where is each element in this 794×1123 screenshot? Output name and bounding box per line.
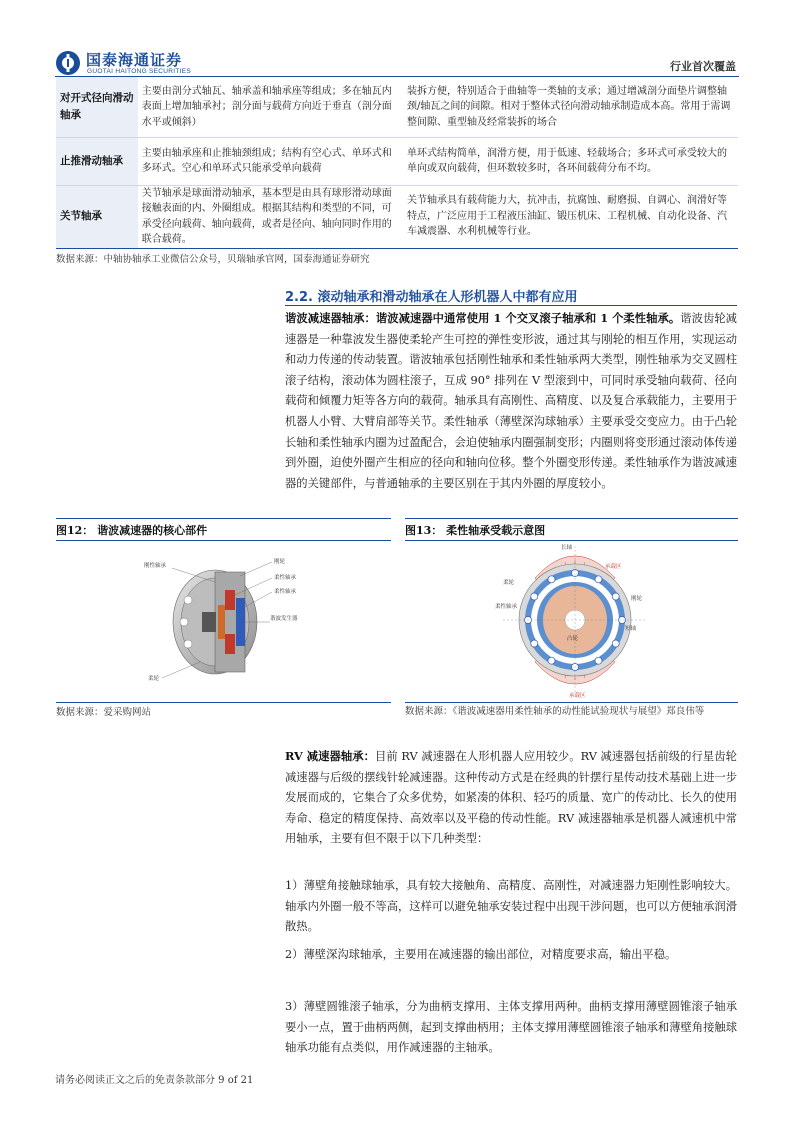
figure-13-title: 图13： 柔性轴承受载示意图 xyxy=(405,524,546,537)
label-circular-spline: 刚轮 xyxy=(274,559,286,565)
label-flexspline: 柔轮 xyxy=(503,580,515,586)
figure-divider xyxy=(56,518,391,519)
label-flex-bearing: 柔性轴承 xyxy=(274,575,297,581)
label-flex-bearing: 柔性轴承 xyxy=(495,604,518,610)
paragraph-harmonic xyxy=(285,308,737,494)
figure-divider xyxy=(405,518,738,519)
table-cell: 关节轴承具有载荷能力大，抗冲击，抗腐蚀、耐磨损、自调心、润滑好等特点，广泛应用于工程液压油缸、锻压机床、工程机械、自动化设备、汽车减震器、水利机械等行业。 xyxy=(403,185,738,248)
figure-12-title: 图12： 谐波减速器的核心部件 xyxy=(56,524,208,537)
figure-divider xyxy=(56,702,391,703)
table-cell: 单环式结构简单，润滑方便，用于低速、轻载场合；多环式可承受较大的单向或双向载荷，但环数较多时，各环间载荷分布不均。 xyxy=(403,137,738,185)
section-title: 2.2. 滚动轴承和滑动轴承在人形机器人中都有应用 xyxy=(285,290,578,305)
paragraph-body: 目前 RV 减速器在人形机器人应用较少。RV 减速器包括前级的行星齿轮减速器与后级的摆线针轮减速器。这种传动方式是在经典的针摆行星传动技术基础上进一步发展而成的，它集合了众多优势，如紧凑的体积、轻巧的质量、宽广的传动比、长久的使用寿命、稳定的精度保持、高效率以及平稳的传动性能。RV 减速器轴承是机器人减速机中常用轴承，主要有但不限于以下几种类型： xyxy=(285,750,737,846)
label-rigid-circle: 刚轮 xyxy=(631,596,643,602)
list-item: 3）薄壁圆锥滚子轴承，分为曲柄支撑用、主体支撑用两种。曲柄支撑用薄壁圆锥滚子轴承要小一点，置于曲柄两侧，起到支撑曲柄用；主体支撑用薄壁圆锥滚子轴承和薄壁角接触球轴承功能有点类似，用作减速器的主轴承。 xyxy=(285,1000,737,1055)
table-cell: 主要由剖分式轴瓦、轴承盖和轴承座等组成；多在轴瓦内表面上增加轴承衬；剖分面与载荷方向近于垂直（剖分面水平或倾斜） xyxy=(138,77,403,137)
figure-divider xyxy=(405,702,738,703)
paragraph-lead: 谐波减速器轴承：谐波减速器中通常使用 1 个交叉滚子轴承和 1 个柔性轴承。 xyxy=(285,311,681,325)
label-rigid-bearing: 刚性轴承 xyxy=(144,563,167,569)
table-cell: 装拆方便，特别适合于曲轴等一类轴的支承；通过增减剖分面垫片调整轴颈/轴瓦之间的间隙。相对于整体式径向滑动轴承制造成本高。常用于需调整间隙、重型轴及经常装拆的场合 xyxy=(403,77,738,137)
table-cell-name: 止推滑动轴承 xyxy=(56,137,138,185)
label-load-zone-top: 承载区 xyxy=(605,564,622,570)
figure-divider xyxy=(56,540,391,541)
label-flex-wheel: 柔轮 xyxy=(148,676,160,682)
harmonic-reducer-figure xyxy=(140,550,310,690)
logo-name-en: GUOTAI HAITONG SECURITIES xyxy=(87,68,192,75)
label-wave-generator: 谐波发生器 xyxy=(270,616,298,622)
paragraph-body: 谐波齿轮减速器是一种靠波发生器使柔轮产生可控的弹性变形波，通过其与刚轮的相互作用，实现运动和动力传递的传动装置。谐波轴承包括刚性轴承和柔性轴承两大类型，刚性轴承为交叉圆柱滚子结构，滚动体为圆柱滚子，互成 90° 排列在 V 型滚到中，可同时承受轴向载荷、径向载荷和倾覆力矩等各方向的载荷。轴承具有高刚性、高精度、以及复合承载能力，主要用于机器人小臂、大臂肩部等关节。柔性轴承（薄壁深沟球轴承）主要承受交变应力。由于凸轮长轴和柔性轴承内圈为过盈配合，会迫使轴承内圈强制变形；内圈则将变形通过滚动体传递到外圈，迫使外圈产生相应的径向和轴向位移。整个外圈变形传递。柔性轴承作为谐波减速器的关键部件，与普通轴承的主要区别在于其内外圈的厚度较小。 xyxy=(285,312,737,490)
page-footer: 请务必阅读正文之后的免责条款部分 9 of 21 xyxy=(55,1075,254,1086)
section-divider xyxy=(285,305,737,306)
label-flexspline: 柔性轴承 xyxy=(274,589,297,595)
paragraph-lead: RV 减速器轴承： xyxy=(285,749,376,763)
label-long-axis: 长轴 xyxy=(561,545,573,551)
label-load-zone-bottom: 承载区 xyxy=(569,693,586,699)
table-cell-name: 关节轴承 xyxy=(56,185,138,248)
figure-12-source: 数据来源：爱采购网站 xyxy=(56,707,152,718)
table-cell: 关节轴承是球面滑动轴承，基本型是由具有球形滑动球面接触表面的内、外圈组成。根据其结构和类型的不同，可承受径向载荷、轴向载荷，或者是径向、轴向同时作用的联合载荷。 xyxy=(138,185,403,248)
bearing-table xyxy=(56,77,738,249)
list-item: 2）薄壁深沟球轴承，主要用在减速器的输出部位，对精度要求高，输出平稳。 xyxy=(285,948,677,961)
logo-icon xyxy=(55,50,81,76)
figure-13-source: 数据来源：《谐波减速器用柔性轴承的动性能试验现状与展望》郑良伟等 xyxy=(405,706,705,717)
table-cell: 主要由轴承座和止推轴颈组成；结构有空心式、单环式和多环式。空心和单环式只能承受单向载荷 xyxy=(138,137,403,185)
paragraph-rv xyxy=(285,746,737,850)
flex-bearing-load-figure xyxy=(495,540,655,700)
logo-name-cn: 国泰海通证券 xyxy=(86,51,183,69)
table-row xyxy=(56,77,738,137)
list-item: 1）薄壁角接触球轴承，具有较大接触角、高精度、高刚性，对减速器力矩刚性影响较大。轴承内外圈一般不等高，这样可以避免轴承安装过程中出现干涉问题，也可以方便轴承润滑散热。 xyxy=(285,879,737,934)
table-cell-name: 对开式径向滑动轴承 xyxy=(56,77,138,137)
table-row xyxy=(56,137,738,185)
report-type: 行业首次覆盖 xyxy=(670,60,736,73)
table-row xyxy=(56,185,738,248)
label-cam: 凸轮 xyxy=(567,636,579,642)
table-source: 数据来源：中轴协轴承工业微信公众号，贝瑞轴承官网，国泰海通证券研究 xyxy=(56,254,370,265)
label-short-axis: 短轴 xyxy=(625,626,637,632)
